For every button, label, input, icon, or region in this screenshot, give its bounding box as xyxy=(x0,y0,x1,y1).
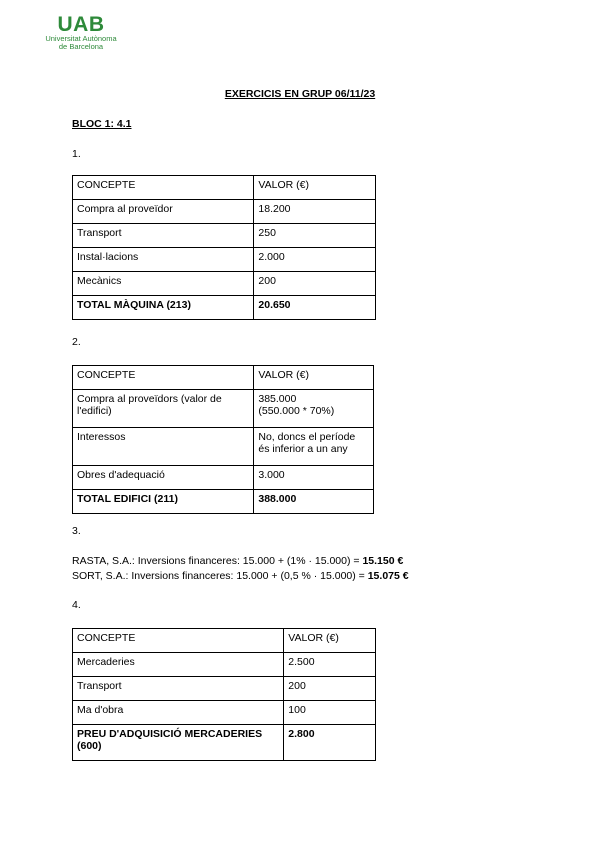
cell-value-amount: 385.000 xyxy=(258,393,297,405)
cell-value: 3.000 xyxy=(254,466,374,490)
total-label: PREU D'ADQUISICIÓ MERCADERIES (600) xyxy=(73,725,284,761)
cell-value: 18.200 xyxy=(254,200,376,224)
cell-concept: Compra al proveïdors (valor de l'edifici) xyxy=(73,390,254,428)
table-header xyxy=(73,629,376,653)
table-row xyxy=(73,224,376,248)
section-1-number: 1. xyxy=(72,148,81,160)
cell-concept: Transport xyxy=(73,224,254,248)
cell-value: 250 xyxy=(254,224,376,248)
table-row xyxy=(73,466,374,490)
table-row xyxy=(73,272,376,296)
total-row xyxy=(73,490,374,514)
header-concepte: CONCEPTE xyxy=(73,629,284,653)
logo-abbr: UAB xyxy=(57,13,105,36)
page-title: EXERCICIS EN GRUP 06/11/23 xyxy=(224,88,376,100)
sort-result: 15.075 € xyxy=(367,570,409,582)
table-row xyxy=(73,677,376,701)
header-concepte: CONCEPTE xyxy=(73,176,254,200)
uab-logo xyxy=(33,14,129,51)
rasta-text: RASTA, S.A.: Inversions financeres: 15.000 + (1% · 15.000) = xyxy=(72,555,363,567)
table-row xyxy=(73,390,374,428)
table-row xyxy=(73,200,376,224)
table-row xyxy=(73,428,374,466)
cell-concept: Mercaderies xyxy=(73,653,284,677)
sort-text: SORT, S.A.: Inversions financeres: 15.000 + (0,5 % · 15.000) = xyxy=(72,570,368,582)
logo-line2: de Barcelona xyxy=(58,42,104,51)
cell-concept: Compra al proveïdor xyxy=(73,200,254,224)
total-row xyxy=(73,725,376,761)
section-4-number: 4. xyxy=(72,599,81,611)
total-row xyxy=(73,296,376,320)
cell-concept: Transport xyxy=(73,677,284,701)
rasta-line xyxy=(72,555,403,567)
total-value: 2.800 xyxy=(284,725,376,761)
rasta-result: 15.150 € xyxy=(362,555,404,567)
table-row xyxy=(73,248,376,272)
cell-concept: Obres d'adequació xyxy=(73,466,254,490)
table-header xyxy=(73,366,374,390)
cell-concept: Instal·lacions xyxy=(73,248,254,272)
header-valor: VALOR (€) xyxy=(284,629,376,653)
table-row xyxy=(73,701,376,725)
sort-line xyxy=(72,570,409,582)
total-label: TOTAL EDIFICI (211) xyxy=(73,490,254,514)
header-valor: VALOR (€) xyxy=(254,366,374,390)
total-label: TOTAL MÀQUINA (213) xyxy=(73,296,254,320)
cell-concept: Mecànics xyxy=(73,272,254,296)
table-row xyxy=(73,653,376,677)
cell-concept: Ma d'obra xyxy=(73,701,284,725)
table-2 xyxy=(72,365,374,514)
cell-value: No, doncs el període és inferior a un any xyxy=(254,428,374,466)
section-2-number: 2. xyxy=(72,336,81,348)
cell-value-formula: (550.000 * 70%) xyxy=(258,405,335,417)
cell-concept: Interessos xyxy=(73,428,254,466)
cell-value xyxy=(254,390,374,428)
header-concepte: CONCEPTE xyxy=(73,366,254,390)
cell-value: 200 xyxy=(254,272,376,296)
header-valor: VALOR (€) xyxy=(254,176,376,200)
cell-value: 100 xyxy=(284,701,376,725)
table-4 xyxy=(72,628,376,761)
table-header xyxy=(73,176,376,200)
cell-value: 200 xyxy=(284,677,376,701)
section-3-number: 3. xyxy=(72,525,81,537)
total-value: 20.650 xyxy=(254,296,376,320)
cell-value: 2.500 xyxy=(284,653,376,677)
cell-value: 2.000 xyxy=(254,248,376,272)
table-1 xyxy=(72,175,376,320)
bloc-heading: BLOC 1: 4.1 xyxy=(72,118,132,130)
total-value: 388.000 xyxy=(254,490,374,514)
logo-line1: Universitat Autònoma xyxy=(45,34,117,43)
